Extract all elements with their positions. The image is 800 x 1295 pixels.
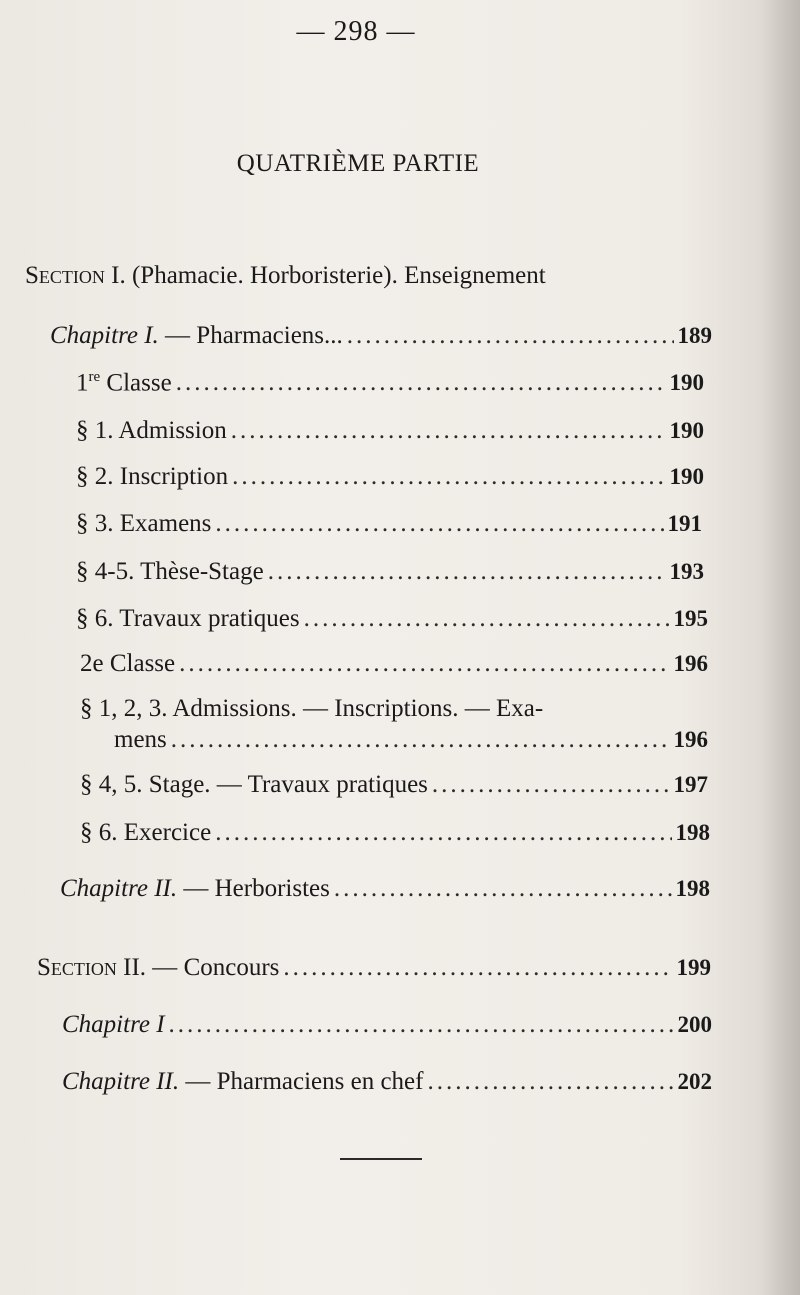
chapter-title: — Pharmaciens en chef xyxy=(179,1068,424,1095)
toc-entry-1re-classe xyxy=(76,369,704,397)
page-ref: 198 xyxy=(675,820,710,845)
dot-leaders xyxy=(432,771,670,799)
class-number: 1 xyxy=(76,369,89,397)
toc-entry-s2-inscription xyxy=(76,463,704,491)
dot-leaders xyxy=(179,650,669,678)
page-ref: 190 xyxy=(669,418,704,443)
dot-leaders xyxy=(347,322,674,350)
dot-leaders xyxy=(176,369,666,397)
dot-leaders xyxy=(169,1011,674,1039)
dot-leaders xyxy=(215,510,663,538)
toc-entry-label xyxy=(37,954,279,982)
page-ref: 196 xyxy=(673,651,708,676)
page-number: — 298 — xyxy=(296,16,416,47)
page-ref: 197 xyxy=(673,772,708,797)
page-ref: 195 xyxy=(673,606,708,631)
section-1-prefix: Section xyxy=(25,262,105,289)
toc-entry-label: mens xyxy=(114,726,167,753)
toc-entry-label: § 4-5. Thèse-Stage xyxy=(76,558,264,585)
toc-entry-s6-exercice xyxy=(80,819,710,847)
toc-entry-chapitre-1 xyxy=(50,322,712,350)
page-ref: 191 xyxy=(667,511,702,536)
dot-leaders xyxy=(231,417,666,445)
dot-leaders xyxy=(334,875,672,903)
page-edge-shadow xyxy=(760,0,800,1295)
toc-entry-label xyxy=(62,1068,423,1096)
toc-entry-label xyxy=(76,369,172,397)
section-2-numeral: II. — xyxy=(123,954,178,981)
section-2-prefix: Section xyxy=(37,954,117,981)
toc-entry-label: 2e Classe xyxy=(80,650,176,677)
page-ref: 190 xyxy=(669,370,704,396)
toc-entry-s6-travaux-pratiques xyxy=(76,605,708,633)
page-ref: 199 xyxy=(676,955,711,980)
toc-entry-label: § 4, 5. Stage. — Travaux pratiques xyxy=(80,771,428,798)
class-label: Classe xyxy=(100,369,172,397)
toc-entry-section-2-concours xyxy=(37,954,711,982)
toc-entry-label: § 6. Travaux pratiques xyxy=(76,605,300,632)
toc-entry-label xyxy=(60,875,330,903)
part-title: QUATRIÈME PARTIE xyxy=(236,150,480,177)
chapter-label: Chapitre II. xyxy=(62,1068,180,1095)
section-1-text: I. (Phamacie. Horboristerie). Enseignement xyxy=(111,262,546,289)
toc-entry-label xyxy=(62,1011,165,1039)
class-ordinal: re xyxy=(88,369,101,385)
chapter-title: — Pharmaciens... xyxy=(158,322,343,349)
section-2-title: Concours xyxy=(183,954,280,981)
dot-leaders xyxy=(283,954,672,982)
toc-entry-label: § 1. Admission xyxy=(76,417,227,444)
chapter-label: Chapitre I. xyxy=(50,322,159,349)
toc-entry-label: § 6. Exercice xyxy=(80,819,212,846)
dot-leaders xyxy=(427,1068,673,1096)
toc-entry-s45-stage-travaux xyxy=(80,771,708,799)
dot-leaders xyxy=(304,605,670,633)
page-ref: 198 xyxy=(675,876,710,901)
dot-leaders xyxy=(232,463,665,491)
toc-entry-section-2-chapitre-1 xyxy=(62,1011,712,1039)
toc-entry-label: § 3. Examens xyxy=(76,510,212,537)
toc-entry-s3-examens xyxy=(76,510,702,538)
toc-entry-s123-line2 xyxy=(114,726,708,754)
toc-entry-chapitre-2-herboristes xyxy=(60,875,710,903)
dot-leaders xyxy=(268,558,666,586)
section-1-heading xyxy=(25,262,546,290)
page-ref: 193 xyxy=(669,559,704,584)
dot-leaders xyxy=(215,819,671,847)
chapter-label: Chapitre I xyxy=(62,1011,165,1038)
chapter-label: Chapitre II. xyxy=(60,875,178,902)
toc-entry-s45-these-stage xyxy=(76,558,704,586)
page-ref: 200 xyxy=(677,1012,712,1037)
page-ref: 189 xyxy=(677,323,712,348)
toc-entry-label: § 2. Inscription xyxy=(76,463,229,490)
page-ref: 190 xyxy=(669,464,704,489)
page-ref: 202 xyxy=(677,1069,712,1094)
toc-entry-s123-line1: § 1, 2, 3. Admissions. — Inscriptions. — Exa- xyxy=(80,695,544,722)
toc-entry-label xyxy=(50,322,343,350)
closing-rule xyxy=(340,1158,422,1160)
toc-entry-section-2-chapitre-2 xyxy=(62,1068,712,1096)
toc-entry-2e-classe xyxy=(80,650,708,678)
page-ref: 196 xyxy=(673,727,708,752)
dot-leaders xyxy=(171,726,670,754)
chapter-title: — Herboristes xyxy=(177,875,330,902)
toc-entry-s1-admission xyxy=(76,417,704,445)
